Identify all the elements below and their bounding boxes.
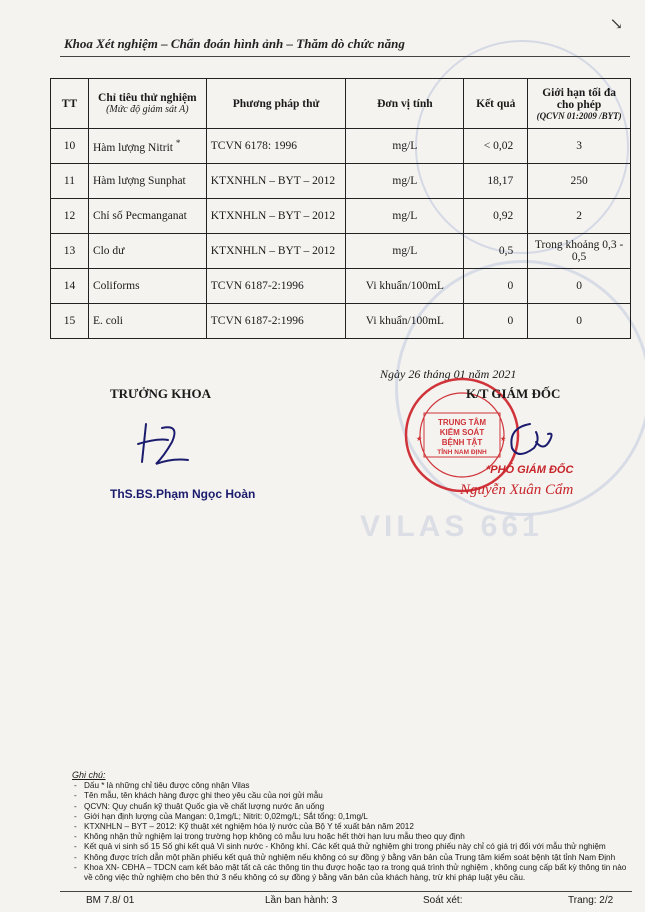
cell-tt: 12 xyxy=(51,199,89,234)
cell-tt: 10 xyxy=(51,129,89,164)
list-item: - Khoa XN- CĐHA – TDCN cam kết bảo mật tất cả các thông tin thu được hoặc tạo ra trong quá trình thử nghiệm , không cung cấp bất kỳ thông tin nào về công việc thử nghiệm cho bên thứ 3 nếu không có sự đồng ý bằng văn bản của khách hàng, trừ khi pháp luật yêu cầu. xyxy=(84,863,632,883)
cell-unit: mg/L xyxy=(346,234,464,269)
cell-unit: mg/L xyxy=(346,199,464,234)
cell-limit: Trong khoảng 0,3 - 0,5 xyxy=(528,234,631,269)
notes-list xyxy=(72,781,632,883)
cell-indicator: Hàm lượng Sunphat xyxy=(88,164,206,199)
header-limit-label: Giới hạn tối đa cho phép xyxy=(542,86,616,111)
table-row xyxy=(51,199,631,234)
table-row xyxy=(51,129,631,164)
footer-issue: Lần ban hành: 3 xyxy=(265,895,338,906)
cell-limit: 2 xyxy=(528,199,631,234)
svg-text:TỈNH NAM ĐỊNH: TỈNH NAM ĐỊNH xyxy=(437,449,487,456)
watermark-vilas-text: VILAS 661 xyxy=(360,510,543,543)
cell-indicator: E. coli xyxy=(88,304,206,339)
cell-method: KTXNHLN – BYT – 2012 xyxy=(206,199,346,234)
svg-text:★: ★ xyxy=(416,436,423,443)
table-row xyxy=(51,234,631,269)
svg-text:★: ★ xyxy=(500,436,507,443)
director-signature-icon xyxy=(500,418,560,462)
header-indicator-sub: (Mức độ giám sát A) xyxy=(106,104,189,115)
header-result: Kết quả xyxy=(464,79,528,129)
cell-tt: 13 xyxy=(51,234,89,269)
cell-method: TCVN 6178: 1996 xyxy=(206,129,346,164)
header-method: Phương pháp thử xyxy=(206,79,346,129)
footer-divider xyxy=(60,891,632,892)
cell-method: KTXNHLN – BYT – 2012 xyxy=(206,164,346,199)
header-tt: TT xyxy=(51,79,89,129)
notes-title: Ghi chú: xyxy=(72,770,106,780)
cell-tt: 14 xyxy=(51,269,89,304)
cell-limit: 3 xyxy=(528,129,631,164)
cell-unit: mg/L xyxy=(346,129,464,164)
notes-section xyxy=(72,770,632,883)
cell-result: 0 xyxy=(464,304,528,339)
cell-unit: mg/L xyxy=(346,164,464,199)
header-divider xyxy=(60,56,630,57)
list-item: - Không nhận thử nghiệm lại trong trường hợp không có mẫu lưu hoặc hết thời hạn lưu mẫu theo quy định xyxy=(84,832,632,842)
list-item: - Giới hạn định lượng của Mangan: 0,1mg/L; Nitrit: 0,02mg/L; Sắt tổng: 0,1mg/L xyxy=(84,812,632,822)
list-item: - Dấu * là những chỉ tiêu được công nhận Vilas xyxy=(84,781,632,791)
corner-mark: ↘ xyxy=(609,16,623,33)
list-item: - Tên mẫu, tên khách hàng được ghi theo yêu cầu của nơi gửi mẫu xyxy=(84,791,632,801)
cell-result: 18,17 xyxy=(464,164,528,199)
cell-limit: 0 xyxy=(528,304,631,339)
list-item: - Kết quả vi sinh số 15 Số ghi kết quả Vi sinh nước - Không khí. Các kết quả thử nghiệm ghi trong phiếu này chỉ có giá trị đối với mẫu thử nghiệm xyxy=(84,842,632,852)
table-row xyxy=(51,304,631,339)
svg-text:TRUNG TÂM: TRUNG TÂM xyxy=(438,418,486,427)
cell-tt: 11 xyxy=(51,164,89,199)
list-item: - KTXNHLN – BYT – 2012: Kỹ thuật xét nghiệm hóa lý nước của Bộ Y tế xuất bản năm 2012 xyxy=(84,822,632,832)
cell-tt: 15 xyxy=(51,304,89,339)
cell-unit: Vi khuẩn/100mL xyxy=(346,269,464,304)
list-item: - Không được trích dẫn một phần phiếu kết quả thử nghiệm nếu không có sự đồng ý bằng văn bản của Trung tâm kiểm soát bệnh tật tỉnh Nam Định xyxy=(84,853,632,863)
cell-method: TCVN 6187-2:1996 xyxy=(206,304,346,339)
director-title xyxy=(466,386,560,402)
header-indicator xyxy=(88,79,206,129)
cell-method: TCVN 6187-2:1996 xyxy=(206,269,346,304)
cell-result: 0,5 xyxy=(464,234,528,269)
cell-limit: 250 xyxy=(528,164,631,199)
svg-text:BỆNH TẬT: BỆNH TẬT xyxy=(441,438,483,447)
deputy-director-text: PHÓ GIÁM ĐỐC xyxy=(490,464,574,476)
header-indicator-label: Chỉ tiêu thử nghiệm xyxy=(98,92,197,104)
head-of-department-name: ThS.BS.Phạm Ngọc Hoàn xyxy=(110,487,256,501)
signature-date: Ngày 26 tháng 01 năm 2021 xyxy=(380,367,517,381)
cell-indicator: Coliforms xyxy=(88,269,206,304)
cell-indicator: Clo dư xyxy=(88,234,206,269)
header-unit: Đơn vị tính xyxy=(346,79,464,129)
indicator-text: Hàm lượng Nitrit xyxy=(92,141,173,154)
header-limit xyxy=(528,79,631,129)
cell-limit: 0 xyxy=(528,269,631,304)
head-of-department-title: TRƯỞNG KHOA xyxy=(110,386,211,401)
table-row xyxy=(51,164,631,199)
cell-indicator: Chỉ số Pecmanganat xyxy=(88,199,206,234)
vilas-mark: * xyxy=(175,138,181,149)
cell-result: 0,92 xyxy=(464,199,528,234)
director-title-label: GIÁM ĐỐC xyxy=(491,386,561,401)
svg-text:KIỂM SOÁT: KIỂM SOÁT xyxy=(439,428,485,437)
results-table xyxy=(50,78,631,339)
header-limit-sub: (QCVN 01:2009 /BYT) xyxy=(536,110,622,121)
list-item: - QCVN: Quy chuẩn kỹ thuật Quốc gia về chất lượng nước ăn uống xyxy=(84,802,632,812)
cell-indicator xyxy=(88,129,206,164)
footer-form-code: BM 7.8/ 01 xyxy=(86,895,135,906)
director-prefix: K/T xyxy=(466,386,489,401)
cell-method: KTXNHLN – BYT – 2012 xyxy=(206,234,346,269)
cell-unit: Vi khuẩn/100mL xyxy=(346,304,464,339)
head-signature-icon xyxy=(128,420,198,472)
table-row xyxy=(51,269,631,304)
department-header: Khoa Xét nghiệm – Chẩn đoán hình ảnh – Thăm dò chức năng xyxy=(64,36,405,51)
footer-reviewed: Soát xét: xyxy=(423,895,463,906)
cell-result: 0 xyxy=(464,269,528,304)
cell-result: < 0,02 xyxy=(464,129,528,164)
deputy-director-name: Nguyễn Xuân Cẩm xyxy=(460,482,574,498)
footer-page: Trang: 2/2 xyxy=(568,895,614,906)
deputy-director-label: *PHÓ GIÁM ĐỐC xyxy=(486,464,574,476)
table-header-row xyxy=(51,79,631,129)
